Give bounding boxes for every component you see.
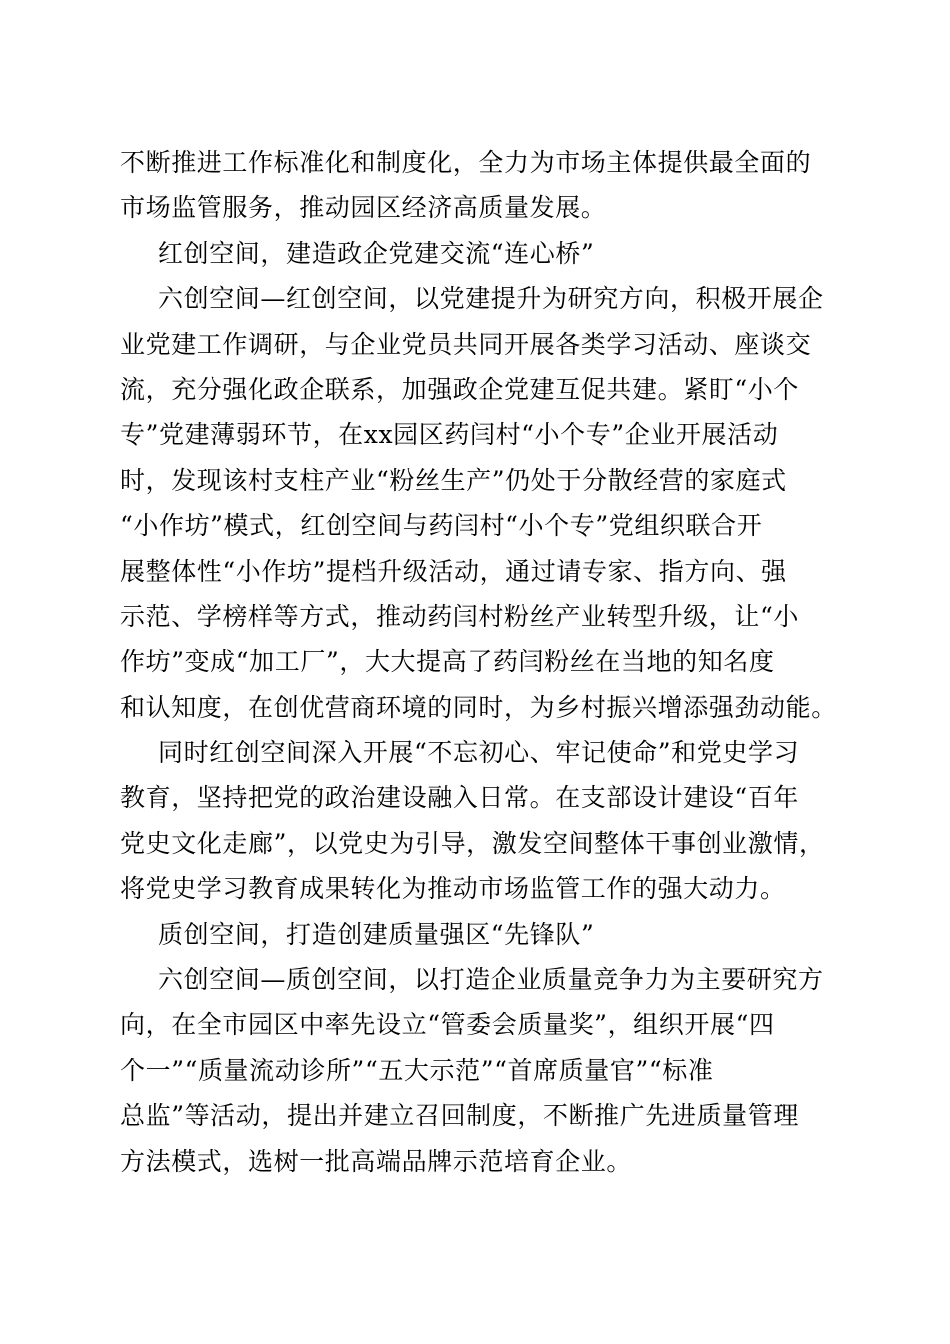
text-line: 业党建工作调研，与企业党员共同开展各类学习活动、座谈交: [120, 329, 812, 359]
text-line: 专”党建薄弱环节，在xx园区药闫村“小个专”企业开展活动: [120, 420, 779, 450]
text-line: 教育，坚持把党的政治建设融入日常。在支部设计建设“百年: [120, 783, 799, 813]
text-line: 和认知度，在创优营商环境的同时，为乡村振兴增添强劲动能。: [120, 692, 837, 722]
text-line: 将党史学习教育成果转化为推动市场监管工作的强大动力。: [120, 874, 786, 904]
text-line: 六创空间—红创空间，以党建提升为研究方向，积极开展企: [158, 284, 824, 314]
text-line: 总监”等活动，提出并建立召回制度，不断推广先进质量管理: [120, 1101, 799, 1131]
text-line: 六创空间—质创空间，以打造企业质量竞争力为主要研究方: [158, 965, 824, 995]
text-line: 红创空间，建造政企党建交流“连心桥”: [158, 238, 595, 268]
text-line: 不断推进工作标准化和制度化，全力为市场主体提供最全面的: [120, 148, 812, 177]
text-line: 向，在全市园区中率先设立“管委会质量奖”，组织开展“四: [120, 1010, 775, 1040]
text-line: 示范、学榜样等方式，推动药闫村粉丝产业转型升级，让“小: [120, 601, 799, 631]
document-body: [120, 140, 837, 1184]
text-line: 质创空间，打造创建质量强区“先锋队”: [158, 919, 595, 949]
text-line: 流，充分强化政企联系，加强政企党建互促共建。紧盯“小个: [120, 374, 799, 404]
text-line: 同时红创空间深入开展“不忘初心、牢记使命”和党史学习: [158, 738, 800, 768]
text-line: 个一”“质量流动诊所”“五大示范”“首席质量官”“标准: [120, 1055, 714, 1085]
text-line: “小作坊”模式，红创空间与药闫村“小个专”党组织联合开: [120, 511, 763, 541]
text-line: 方法模式，选树一批高端品牌示范培育企业。: [120, 1146, 633, 1176]
text-line: 党史文化走廊”，以党史为引导，激发空间整体干事创业激情，: [120, 828, 825, 858]
text-line: 作坊”变成“加工厂”，大大提高了药闫粉丝在当地的知名度: [120, 647, 775, 677]
text-line: 展整体性“小作坊”提档升级活动，通过请专家、指方向、强: [120, 556, 787, 586]
text-line: 时，发现该村支柱产业“粉丝生产”仍处于分散经营的家庭式: [120, 465, 787, 495]
text-line: 市场监管服务，推动园区经济高质量发展。: [120, 193, 607, 223]
